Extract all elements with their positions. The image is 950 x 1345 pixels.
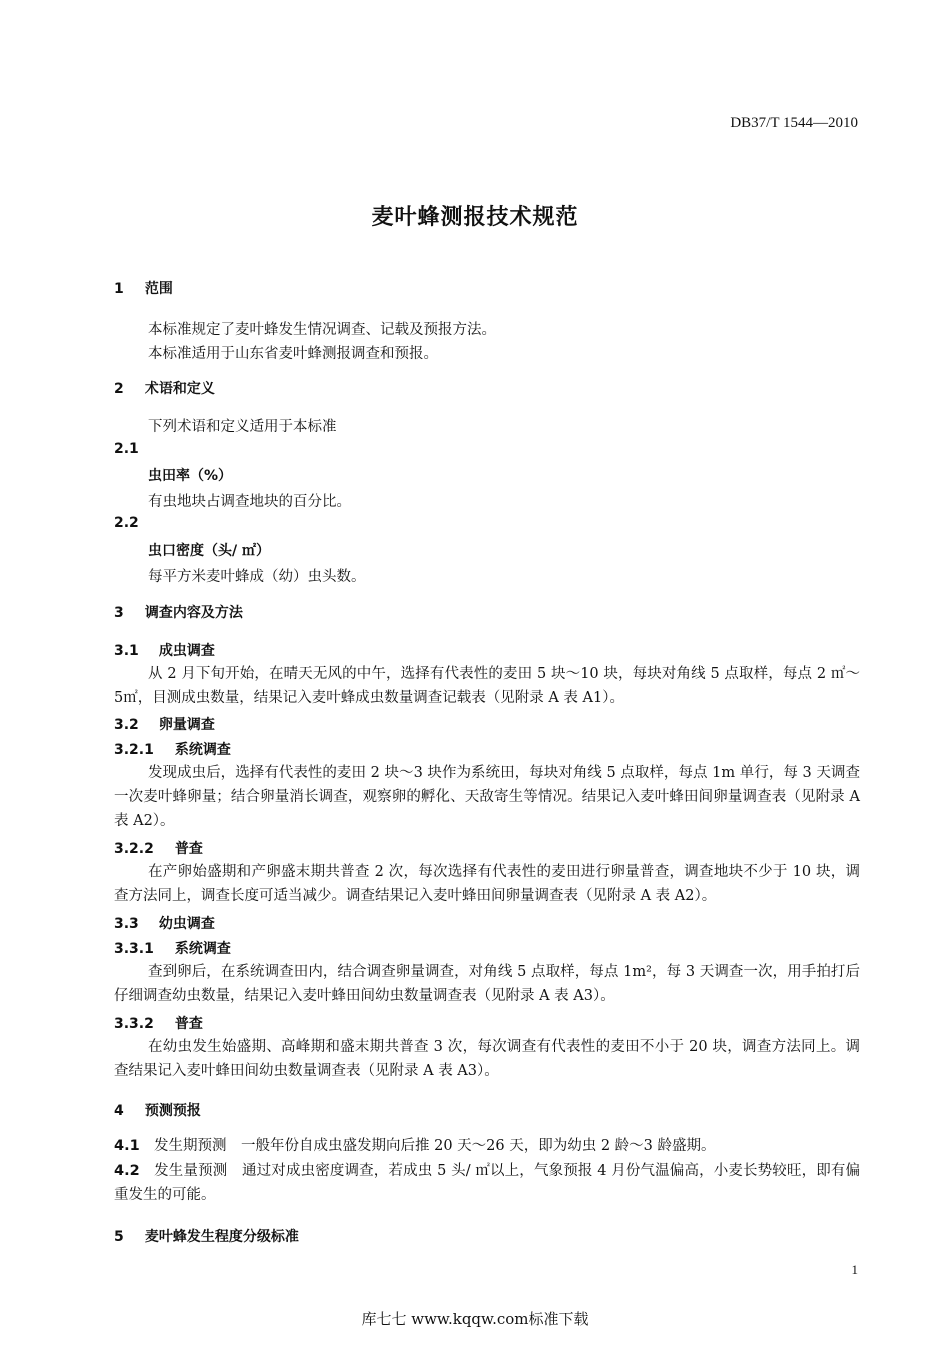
- subsection-number: 4.1: [114, 1138, 140, 1154]
- standard-code: DB37/T 1544—2010: [730, 115, 858, 131]
- section-number: 2: [114, 381, 124, 397]
- subsection-number: 3.3.2: [114, 1016, 154, 1032]
- paragraph: 本标准适用于山东省麦叶蜂测报调查和预报。: [148, 346, 438, 362]
- section-3-heading: [114, 602, 243, 622]
- section-number: 5: [114, 1229, 124, 1245]
- footer-watermark: 库七七 www.kqqw.com标准下载: [361, 1310, 589, 1328]
- paragraph: 从 2 月下旬开始，在晴天无风的中午，选择有代表性的麦田 5 块～10 块，每块对角线 5 点取样，每点 2 ㎡～5㎡，目测成虫数量，结果记入麦叶蜂成虫数量调查记载表（见附录 A 表 A1）。: [114, 666, 860, 706]
- section-title: 麦叶蜂发生程度分级标准: [144, 1229, 299, 1245]
- subsection-title: 成虫调查: [158, 643, 215, 659]
- paragraph: 在产卵始盛期和产卵盛末期共普查 2 次，每次选择有代表性的麦田进行卵量普查，调查地块不少于 10 块，调查方法同上，调查长度可适当减少。调查结果记入麦叶蜂田间卵量调查表（见附录 A 表 A2）。: [114, 864, 860, 904]
- subsection-heading: [114, 739, 231, 759]
- section-number: 4: [114, 1103, 124, 1119]
- paragraph: 查到卵后，在系统调查田内，结合调查卵量调查，对角线 5 点取样，每点 1m²，每 3 天调查一次，用手拍打后仔细调查幼虫数量，结果记入麦叶蜂田间幼虫数量调查表（见附录 A 表 A3）。: [114, 964, 860, 1004]
- paragraph: [114, 1134, 860, 1158]
- subsection-heading: [114, 838, 203, 858]
- section-title: 术语和定义: [144, 381, 215, 397]
- section-title: 调查内容及方法: [144, 605, 243, 621]
- term-definition: 有虫地块占调查地块的百分比。: [148, 494, 351, 510]
- subsection-title: 普查: [174, 841, 203, 857]
- section-number: 3: [114, 605, 124, 621]
- term-number: 2.1: [114, 441, 139, 457]
- paragraph-text: 一般年份自成虫盛发期向后推 20 天～26 天，即为幼虫 2 龄～3 龄盛期。: [241, 1138, 716, 1154]
- term-name: 虫口密度（头/ ㎡）: [148, 543, 270, 559]
- subsection-heading: [114, 1013, 203, 1033]
- term-number: 2.2: [114, 515, 139, 531]
- inline-heading: 发生期预测: [154, 1138, 227, 1154]
- subsection-heading: [114, 913, 215, 933]
- section-number: 1: [114, 281, 124, 297]
- term-definition: 每平方米麦叶蜂成（幼）虫头数。: [148, 569, 366, 585]
- paragraph: 发现成虫后，选择有代表性的麦田 2 块～3 块作为系统田，每块对角线 5 点取样，每点 1m 单行，每 3 天调查一次麦叶蜂卵量；结合卵量消长调查，观察卵的孵化、天敌寄生等情况。结果记入麦叶蜂田间卵量调查表（见附录 A 表 A2）。: [114, 765, 860, 829]
- page-number: 1: [851, 1262, 858, 1277]
- paragraph: [114, 1159, 860, 1207]
- paragraph: 在幼虫发生始盛期、高峰期和盛末期共普查 3 次，每次调查有代表性的麦田不小于 20 块，调查方法同上。调查结果记入麦叶蜂田间幼虫数量调查表（见附录 A 表 A3）。: [114, 1039, 860, 1079]
- section-title: 预测预报: [144, 1103, 201, 1119]
- subsection-heading: [114, 640, 215, 660]
- paragraph: 本标准规定了麦叶蜂发生情况调查、记载及预报方法。: [148, 322, 496, 338]
- section-1-heading: [114, 278, 173, 298]
- inline-heading: 发生量预测: [154, 1163, 228, 1179]
- subsection-number: 3.3.1: [114, 941, 154, 957]
- subsection-title: 普查: [174, 1016, 203, 1032]
- subsection-heading: [114, 938, 231, 958]
- section-4-heading: [114, 1100, 201, 1120]
- subsection-title: 幼虫调查: [158, 916, 215, 932]
- subsection-title: 系统调查: [174, 941, 231, 957]
- subsection-number: 3.3: [114, 916, 139, 932]
- subsection-number: 3.1: [114, 643, 139, 659]
- subsection-number: 3.2.2: [114, 841, 154, 857]
- paragraph: 下列术语和定义适用于本标准: [148, 419, 337, 435]
- subsection-title: 卵量调查: [158, 717, 215, 733]
- subsection-title: 系统调查: [174, 742, 231, 758]
- subsection-number: 3.2.1: [114, 742, 154, 758]
- document-title: 麦叶蜂测报技术规范: [371, 205, 579, 230]
- subsection-heading: [114, 714, 215, 734]
- section-2-heading: [114, 378, 215, 398]
- term-name: 虫田率（%）: [148, 468, 233, 484]
- section-5-heading: [114, 1226, 299, 1246]
- subsection-number: 4.2: [114, 1163, 140, 1179]
- paragraph-text: 通过对成虫密度调查，若成虫 5 头/ ㎡以上，气象预报 4 月份气温偏高，小麦长势较旺，即有偏重发生的可能。: [114, 1163, 861, 1203]
- section-title: 范围: [144, 281, 173, 297]
- subsection-number: 3.2: [114, 717, 139, 733]
